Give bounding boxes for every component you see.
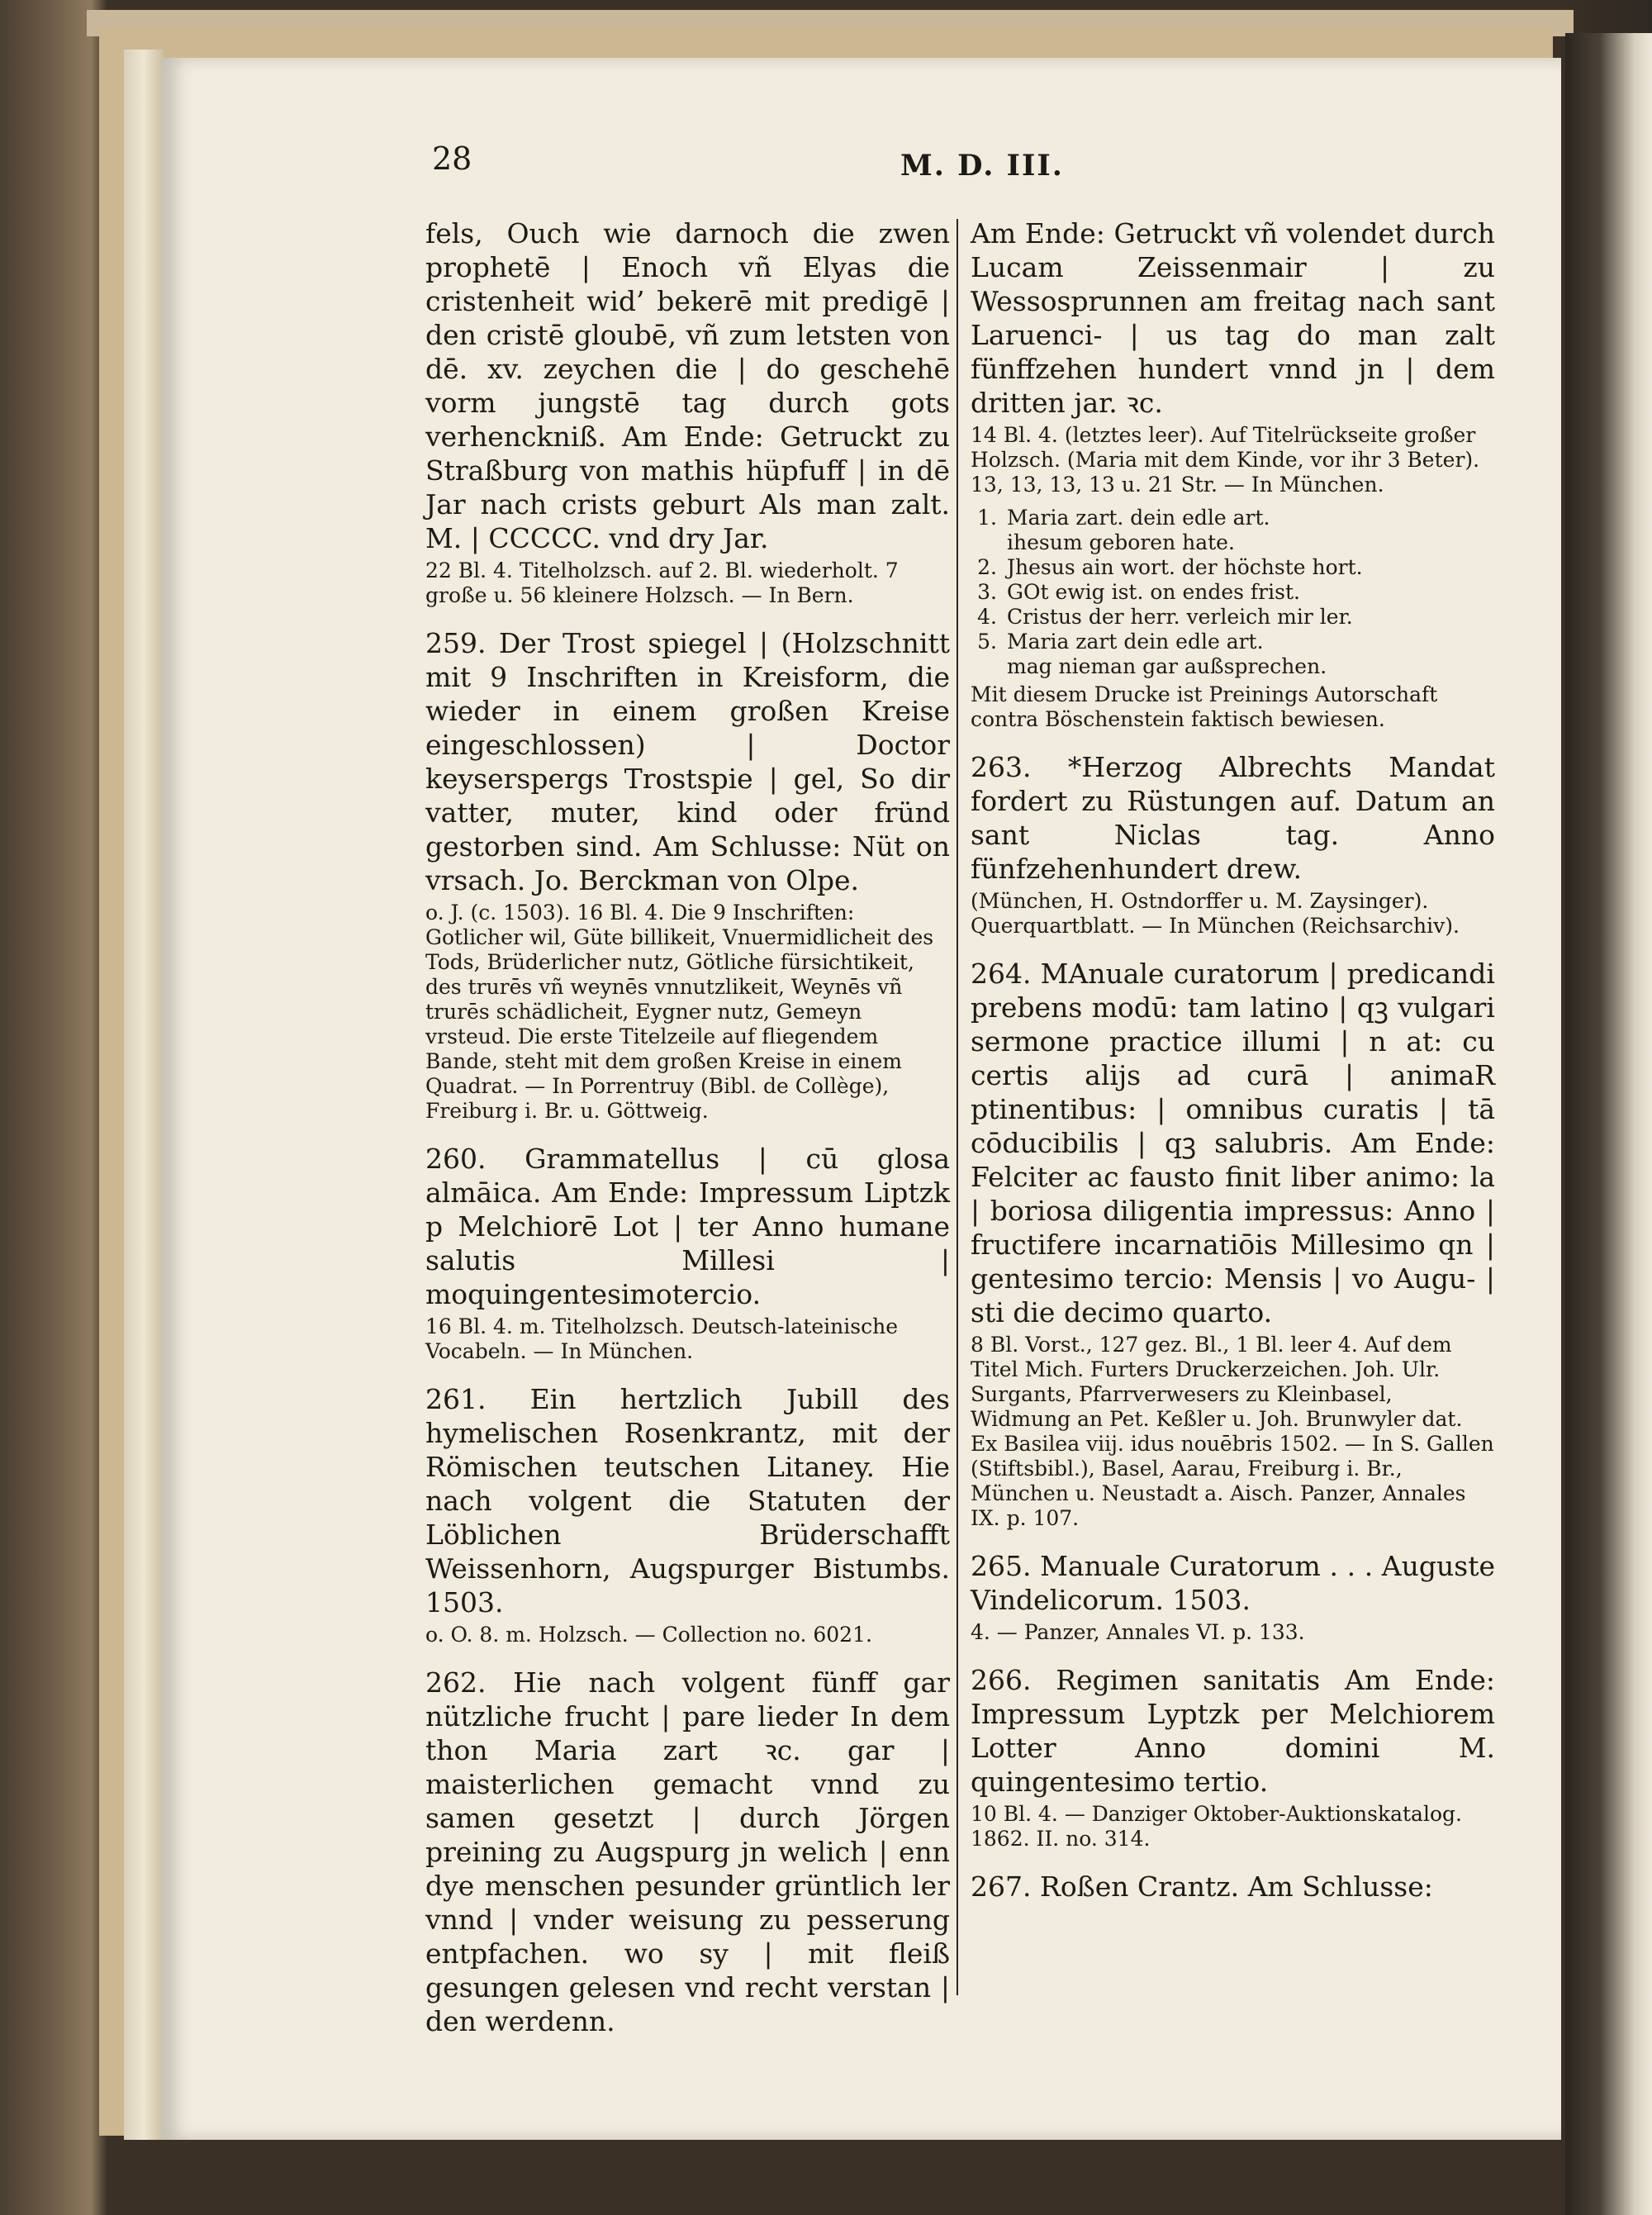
entry-note: 8 Bl. Vorst., 127 gez. Bl., 1 Bl. leer 4. Auf dem Titel Mich. Furters Druckerzeichen. Joh. Ulr. Surgants, Pfarrverwesers zu Kleinbasel, Widmung an Pet. Keßler u. Joh. Brunwyler dat. Ex Basilea viij. idus nouēbris 1502. — In S. Gallen (Stiftsbibl.), Basel, Aarau, Freiburg i. Br., München u. Neustadt a. Aisch. Panzer, Annales IX. p. 107.: [971, 1333, 1494, 1530]
entry-text: 262. Hie nach volgent fünff gar nützliche frucht | pare lieder In dem thon Maria zart ꝛc. gar | maisterlichen gemacht vnnd zu samen gesetzt | durch Jörgen preining zu Augspurg jn welich | enn dye menschen pesunder grüntlich ler vnnd | vnder weisung zu pesserung entpfachen. wo sy | mit fleiß gesungen gelesen vnd recht verstan | den werdenn.: [425, 1666, 950, 2037]
entry-262-continued: [971, 216, 1495, 732]
entry-text: fels, Ouch wie darnoch die zwen prophetē | Enoch vñ Elyas die cristenheit wid’ bekerē mit predigē | den cristē gloubē, vñ zum letsten von dē. xv. zeychen die | do geschehē vorm jungstē tag durch gots verhenckniß. Am Ende: Getruckt zu Straßburg von mathis hüpfuff | in dē Jar nach crists geburt Als man zalt. M. | CCCCC. vnd dry Jar.: [425, 217, 950, 554]
entry-text: 259. Der Trost spiegel | (Holzschnitt mit 9 Inschriften in Kreisform, die wieder in einem großen Kreise eingeschlossen) | Doctor keyserspergs Trostspie | gel, So dir vatter, muter, kind oder fründ gestorben sind. Am Schlusse: Nüt on vrsach. Jo. Berckman von Olpe.: [425, 627, 950, 896]
entry-259: [425, 626, 950, 1124]
entry-267: [971, 1870, 1495, 1904]
entry-text: 265. Manuale Curatorum . . . Auguste Vindelicorum. 1503.: [971, 1550, 1495, 1616]
entry-263: [971, 750, 1495, 939]
entry-continued: [425, 216, 950, 608]
verse-item: 4. Cristus der herr. verleich mir ler.: [977, 605, 1353, 629]
entry-note: (München, H. Ostndorffer u. M. Zaysinger). Querquartblatt. — In München (Reichsarchiv).: [971, 889, 1460, 938]
entry-text: 261. Ein hertzlich Jubill des hymelischen Rosenkrantz, mit der Römischen teutschen Litaney. Hie nach volgent die Statuten der Löblichen Brüderschafft Weissenhorn, Augspurger Bistumbs. 1503.: [425, 1383, 950, 1618]
column-divider: [957, 219, 958, 1995]
entry-note: 14 Bl. 4. (letztes leer). Auf Titelrückseite großer Holzsch. (Maria mit dem Kinde, vor ihr 3 Beter). 13, 13, 13, 13 u. 21 Str. — In München.: [971, 423, 1480, 497]
entry-text: 260. Grammatellus | cū glosa almāica. Am Ende: Impressum Liptzk p Melchiorē Lot | ter Anno humane salutis Millesi | moquingentesimotercio.: [425, 1143, 950, 1310]
entry-text: 263. *Herzog Albrechts Mandat fordert zu Rüstungen auf. Datum an sant Niclas tag. Anno fünfzehenhundert drew.: [971, 751, 1495, 885]
entry-note: 16 Bl. 4. m. Titelholzsch. Deutsch-lateinische Vocabeln. — In München.: [425, 1314, 898, 1363]
page-gutter: [124, 50, 164, 2140]
entry-text: 264. MAnuale curatorum | predicandi prebens modū: tam latino | qꝫ vulgari sermone practice illumi | n at: cu certis alijs ad curā | animaR ptinentibus: | omnibus curatis | tā cōducibilis | qꝫ salubris. Am Ende: Felciter ac fausto finit liber animo: la | boriosa diligentia impressus: Anno | fructifere incarnatiōis Millesimo qn | gentesimo tercio: Mensis | vo Augu- | sti die decimo quarto.: [971, 958, 1495, 1329]
verse-list: [971, 506, 1495, 679]
entry-264: [971, 957, 1495, 1531]
book-right-edge: [1565, 33, 1652, 2215]
entry-note: Mit diesem Drucke ist Preinings Autorschaft contra Böschenstein faktisch bewiesen.: [971, 682, 1438, 731]
entry-text: Am Ende: Getruckt vñ volendet durch Lucam Zeissenmair | zu Wessosprunnen am freitag nach sant Laruenci- | us tag do man zalt fünffzehen hundert vnnd jn | dem dritten jar. ꝛc.: [971, 217, 1495, 419]
verse-item: 5. Maria zart dein edle art. mag nieman gar außsprechen.: [977, 630, 1327, 678]
entry-note: 10 Bl. 4. — Danziger Oktober-Auktionskatalog. 1862. II. no. 314.: [971, 1802, 1462, 1851]
entry-note: 4. — Panzer, Annales VI. p. 133.: [971, 1620, 1305, 1644]
entry-note: 22 Bl. 4. Titelholzsch. auf 2. Bl. wiederholt. 7 große u. 56 kleinere Holzsch. — In Bern.: [425, 559, 899, 607]
left-column: [425, 216, 950, 2038]
verse-item: 2. Jhesus ain wort. der höchste hort.: [977, 555, 1363, 579]
entry-260: [425, 1142, 950, 1364]
entry-text: 267. Roßen Crantz. Am Schlusse:: [971, 1870, 1433, 1903]
entry-text: 266. Regimen sanitatis Am Ende: Impressum Lyptzk per Melchiorem Lotter Anno domini M. quingentesimo tertio.: [971, 1664, 1495, 1798]
verse-item: 3. GOt ewig ist. on endes frist.: [977, 580, 1300, 604]
entry-265: [971, 1549, 1495, 1645]
running-title: M. D. III.: [900, 149, 1064, 183]
entry-note: o. J. (c. 1503). 16 Bl. 4. Die 9 Inschriften: Gotlicher wil, Güte billikeit, Vnuermidlicheit des Tods, Brüderlicher nutz, Götliche fürsichtikeit, des trurēs vñ weynēs vnnutzlikeit, Weynēs vñ trurēs schädlicheit, Eygner nutz, Gemeyn vrsteud. Die erste Titelzeile auf fliegendem Bande, steht mit dem großen Kreise in einem Quadrat. — In Porrentruy (Bibl. de Collège), Freiburg i. Br. u. Göttweig.: [425, 901, 934, 1123]
verse-item: 1. Maria zart. dein edle art. ihesum geboren hate.: [977, 506, 1270, 554]
entry-261: [425, 1382, 950, 1647]
entry-266: [971, 1663, 1495, 1851]
entry-262: [425, 1666, 950, 2038]
right-column: [971, 216, 1495, 1904]
entry-note: o. O. 8. m. Holzsch. — Collection no. 6021.: [425, 1623, 872, 1647]
page-number: 28: [432, 140, 472, 177]
